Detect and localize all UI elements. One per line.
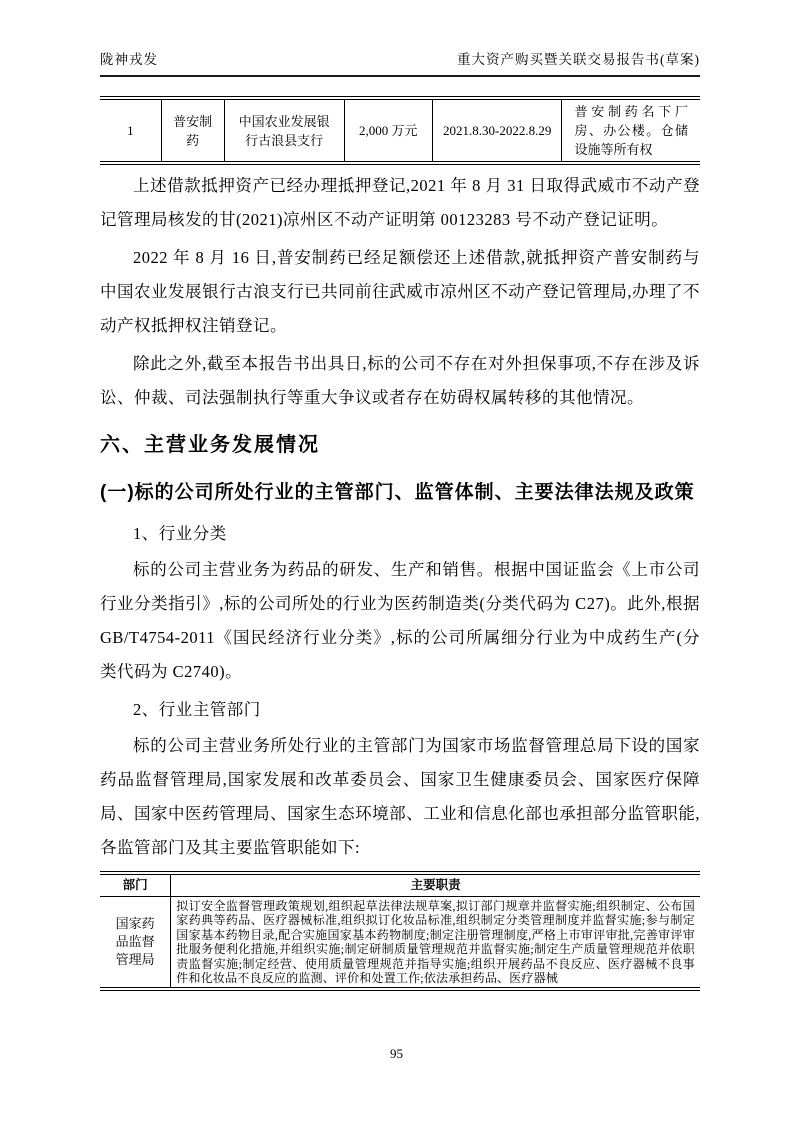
regulator-name-cell: 国家药品监督管理局 (100, 897, 171, 990)
paragraph-no-guarantee: 除此之外,截至本报告书出具日,标的公司不存在对外担保事项,不存在涉及诉讼、仲裁、司法强制执行等重大争议或者存在妨碍权属转移的其他情况。 (100, 354, 700, 407)
table-row (100, 897, 700, 990)
regulator-duties-cell: 拟订安全监督管理政策规划,组织起草法律法规草案,拟订部门规章并监督实施;组织制定、公布国家药典等药品、医疗器械标准,组织拟订化妆品标准,组织制定分类管理制度并监督实施;参与制定国家基本药物目录,配合实施国家基本药物制度;制定注册管理制度,严格上市审评审批,完善审评审批服务便利化措施,并组织实施;制定研制质量管理规范并监督实施;制定生产质量管理规范并依职责监督实施;制定经营、使用质量管理规范并指导实施;组织开展药品不良反应、医疗器械不良事件和化妆品不良反应的监测、评价和处置工作;依法承担药品、医疗器械 (176, 899, 695, 986)
loan-row-amount: 2,000 万元 (344, 98, 432, 163)
list-item-industry-classification: 1、行业分类 (133, 524, 227, 543)
loan-row-bank: 中国农业发展银行古浪县支行 (224, 98, 344, 163)
paragraph-industry-classification: 标的公司主营业务为药品的研发、生产和销售。根据中国证监会《上市公司行业分类指引》,标的公司所处的行业为医药制造类(分类代码为 C27)。此外,根据 GB/T4754-2011《国民经济行业分类》,标的公司所属细分行业为中成药生产(分类代码为 C2740)。 (100, 560, 700, 681)
header-document-title: 重大资产购买暨关联交易报告书(草案) (457, 52, 700, 67)
table-header-row (100, 873, 700, 897)
loan-row-period: 2021.8.30-2022.8.29 (432, 98, 562, 163)
page-number: 95 (390, 1046, 403, 1061)
column-header-department: 部门 (100, 873, 171, 897)
loan-row-collateral: 普安制药名下厂房、办公楼。仓储设施等所有权 (562, 98, 700, 163)
loan-collateral-table (100, 96, 700, 165)
loan-row-company: 普安制药 (161, 98, 224, 163)
table-row (100, 98, 700, 163)
header-company-name: 陇神戎发 (100, 52, 158, 67)
section-heading-main-business: 六、主营业务发展情况 (100, 434, 320, 456)
regulator-duty-table (100, 871, 700, 991)
loan-row-index: 1 (127, 123, 134, 138)
column-header-duties: 主要职责 (171, 873, 700, 897)
list-item-industry-regulators: 2、行业主管部门 (133, 700, 261, 719)
paragraph-mortgage-registration: 上述借款抵押资产已经办理抵押登记,2021 年 8 月 31 日取得武威市不动产登记管理局核发的甘(2021)凉州区不动产证明第 00123283 号不动产登记证明。 (100, 176, 700, 229)
paragraph-industry-regulators: 标的公司主营业务所处行业的主管部门为国家市场监督管理总局下设的国家药品监督管理局,国家发展和改革委员会、国家卫生健康委员会、国家医疗保障局、国家中医药管理局、国家生态环境部、工业和信息化部也承担部分监管职能,各监管部门及其主要监管职能如下: (100, 736, 700, 857)
paragraph-loan-repayment: 2022 年 8 月 16 日,普安制药已经足额偿还上述借款,就抵押资产普安制药与中国农业发展银行古浪支行已共同前往武威市凉州区不动产登记管理局,办理了不动产权抵押权注销登记。 (100, 248, 700, 335)
page-header (100, 48, 700, 77)
subsection-heading-industry-regulation: (一)标的公司所处行业的主管部门、监管体制、主要法律法规及政策 (100, 482, 695, 503)
